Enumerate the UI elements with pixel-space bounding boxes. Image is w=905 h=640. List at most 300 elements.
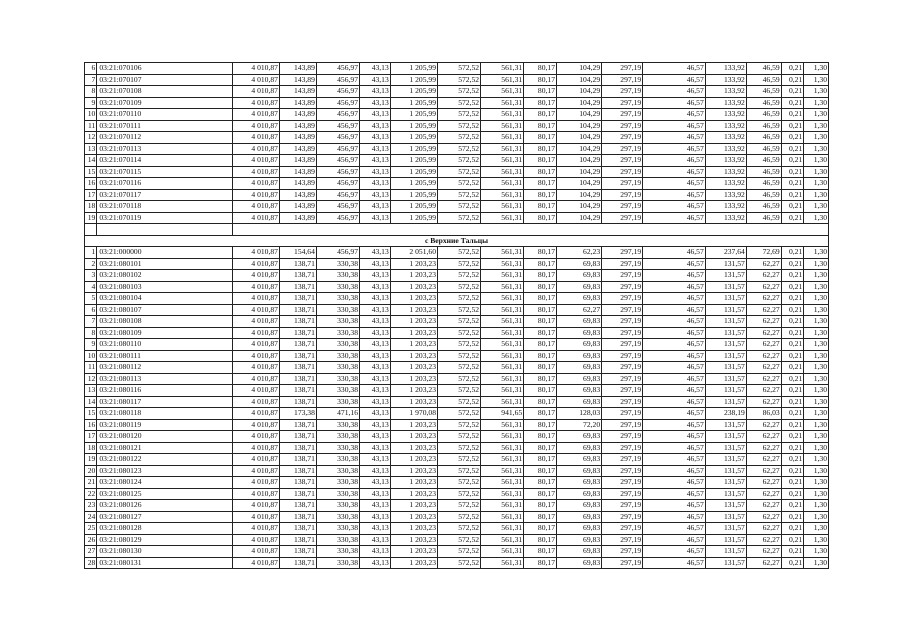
value-cell: 572,52 bbox=[437, 373, 480, 385]
value-cell: 43,13 bbox=[360, 442, 391, 454]
table-row bbox=[85, 454, 829, 466]
value-cell: 297,19 bbox=[602, 362, 643, 374]
value-cell: 43,13 bbox=[360, 258, 391, 270]
value-cell: 1,30 bbox=[804, 178, 829, 190]
value-cell: 572,52 bbox=[437, 477, 480, 489]
value-cell: 128,03 bbox=[557, 408, 602, 420]
value-cell: 297,19 bbox=[602, 488, 643, 500]
value-cell: 143,89 bbox=[279, 97, 316, 109]
value-cell: 43,13 bbox=[360, 419, 391, 431]
value-cell: 80,17 bbox=[524, 488, 557, 500]
value-cell: 69,83 bbox=[557, 557, 602, 569]
value-cell: 1,30 bbox=[804, 557, 829, 569]
value-cell: 4 010,87 bbox=[232, 362, 279, 374]
cadastral-code: 03:21:080102 bbox=[97, 270, 232, 282]
value-cell: 46,57 bbox=[643, 419, 706, 431]
value-cell: 1,30 bbox=[804, 408, 829, 420]
value-cell: 46,59 bbox=[746, 132, 781, 144]
value-cell: 4 010,87 bbox=[232, 477, 279, 489]
value-cell: 104,29 bbox=[557, 74, 602, 86]
value-cell: 1 205,99 bbox=[390, 189, 437, 201]
value-cell: 43,13 bbox=[360, 534, 391, 546]
value-cell: 1,30 bbox=[804, 477, 829, 489]
value-cell: 69,83 bbox=[557, 523, 602, 535]
value-cell: 1 205,99 bbox=[390, 178, 437, 190]
value-cell: 133,92 bbox=[705, 143, 746, 155]
value-cell: 572,52 bbox=[437, 178, 480, 190]
value-cell: 561,31 bbox=[481, 270, 524, 282]
value-cell: 46,59 bbox=[746, 166, 781, 178]
value-cell: 69,83 bbox=[557, 454, 602, 466]
value-cell: 133,92 bbox=[705, 201, 746, 213]
value-cell: 0,21 bbox=[781, 201, 804, 213]
value-cell: 46,57 bbox=[643, 477, 706, 489]
value-cell: 4 010,87 bbox=[232, 488, 279, 500]
value-cell: 297,19 bbox=[602, 557, 643, 569]
value-cell: 80,17 bbox=[524, 500, 557, 512]
value-cell: 46,57 bbox=[643, 500, 706, 512]
value-cell: 131,57 bbox=[705, 465, 746, 477]
value-cell: 1 203,23 bbox=[390, 454, 437, 466]
value-cell: 62,27 bbox=[746, 339, 781, 351]
value-cell: 46,57 bbox=[643, 523, 706, 535]
row-number: 21 bbox=[85, 477, 97, 489]
value-cell: 43,13 bbox=[360, 373, 391, 385]
value-cell: 0,21 bbox=[781, 178, 804, 190]
value-cell: 72,20 bbox=[557, 419, 602, 431]
value-cell: 43,13 bbox=[360, 201, 391, 213]
row-number: 5 bbox=[85, 293, 97, 305]
value-cell: 1,30 bbox=[804, 74, 829, 86]
table-row bbox=[85, 500, 829, 512]
value-cell: 0,21 bbox=[781, 189, 804, 201]
value-cell: 330,38 bbox=[316, 396, 359, 408]
value-cell: 1 203,23 bbox=[390, 431, 437, 443]
value-cell: 104,29 bbox=[557, 86, 602, 98]
value-cell: 572,52 bbox=[437, 408, 480, 420]
row-number: 8 bbox=[85, 86, 97, 98]
value-cell: 1,30 bbox=[804, 63, 829, 75]
value-cell: 143,89 bbox=[279, 86, 316, 98]
separator bbox=[85, 224, 829, 247]
table-row bbox=[85, 373, 829, 385]
value-cell: 572,52 bbox=[437, 212, 480, 224]
value-cell: 0,21 bbox=[781, 523, 804, 535]
table-row bbox=[85, 166, 829, 178]
value-cell: 297,19 bbox=[602, 511, 643, 523]
cadastral-code: 03:21:070106 bbox=[97, 63, 232, 75]
value-cell: 1,30 bbox=[804, 86, 829, 98]
value-cell: 104,29 bbox=[557, 212, 602, 224]
row-number: 22 bbox=[85, 488, 97, 500]
value-cell: 69,83 bbox=[557, 511, 602, 523]
value-cell: 80,17 bbox=[524, 534, 557, 546]
value-cell: 46,57 bbox=[643, 546, 706, 558]
table-row bbox=[85, 477, 829, 489]
value-cell: 297,19 bbox=[602, 465, 643, 477]
cadastral-code: 03:21:080121 bbox=[97, 442, 232, 454]
value-cell: 0,21 bbox=[781, 488, 804, 500]
row-number: 16 bbox=[85, 419, 97, 431]
value-cell: 1,30 bbox=[804, 534, 829, 546]
value-cell: 572,52 bbox=[437, 546, 480, 558]
value-cell: 69,83 bbox=[557, 500, 602, 512]
value-cell: 69,83 bbox=[557, 362, 602, 374]
row-number: 24 bbox=[85, 511, 97, 523]
value-cell: 4 010,87 bbox=[232, 143, 279, 155]
value-cell: 1 203,23 bbox=[390, 281, 437, 293]
row-number: 18 bbox=[85, 442, 97, 454]
value-cell: 572,52 bbox=[437, 189, 480, 201]
value-cell: 43,13 bbox=[360, 316, 391, 328]
table-row bbox=[85, 465, 829, 477]
value-cell: 0,21 bbox=[781, 465, 804, 477]
value-cell: 43,13 bbox=[360, 557, 391, 569]
value-cell: 43,13 bbox=[360, 465, 391, 477]
cadastral-code: 03:21:070112 bbox=[97, 132, 232, 144]
value-cell: 138,71 bbox=[279, 373, 316, 385]
value-cell: 572,52 bbox=[437, 270, 480, 282]
cadastral-code: 03:21:070114 bbox=[97, 155, 232, 167]
row-number: 4 bbox=[85, 281, 97, 293]
value-cell: 297,19 bbox=[602, 155, 643, 167]
value-cell: 561,31 bbox=[481, 178, 524, 190]
value-cell: 572,52 bbox=[437, 465, 480, 477]
value-cell: 561,31 bbox=[481, 74, 524, 86]
value-cell: 62,27 bbox=[746, 258, 781, 270]
value-cell: 0,21 bbox=[781, 419, 804, 431]
value-cell: 43,13 bbox=[360, 120, 391, 132]
value-cell: 1,30 bbox=[804, 293, 829, 305]
table-row bbox=[85, 293, 829, 305]
value-cell: 4 010,87 bbox=[232, 304, 279, 316]
value-cell: 143,89 bbox=[279, 178, 316, 190]
value-cell: 138,71 bbox=[279, 339, 316, 351]
value-cell: 330,38 bbox=[316, 350, 359, 362]
value-cell: 572,52 bbox=[437, 155, 480, 167]
cadastral-code: 03:21:080123 bbox=[97, 465, 232, 477]
value-cell: 104,29 bbox=[557, 109, 602, 121]
value-cell: 330,38 bbox=[316, 304, 359, 316]
value-cell: 0,21 bbox=[781, 350, 804, 362]
value-cell: 1 203,23 bbox=[390, 339, 437, 351]
value-cell: 572,52 bbox=[437, 143, 480, 155]
value-cell: 0,21 bbox=[781, 258, 804, 270]
section-1-rows bbox=[85, 63, 829, 224]
value-cell: 0,21 bbox=[781, 339, 804, 351]
value-cell: 46,57 bbox=[643, 166, 706, 178]
value-cell: 572,52 bbox=[437, 350, 480, 362]
value-cell: 0,21 bbox=[781, 316, 804, 328]
value-cell: 69,83 bbox=[557, 465, 602, 477]
value-cell: 0,21 bbox=[781, 281, 804, 293]
value-cell: 69,83 bbox=[557, 488, 602, 500]
value-cell: 456,97 bbox=[316, 97, 359, 109]
value-cell: 133,92 bbox=[705, 132, 746, 144]
value-cell: 1,30 bbox=[804, 304, 829, 316]
value-cell: 46,59 bbox=[746, 63, 781, 75]
table-row bbox=[85, 212, 829, 224]
value-cell: 131,57 bbox=[705, 350, 746, 362]
value-cell: 1 205,99 bbox=[390, 166, 437, 178]
value-cell: 572,52 bbox=[437, 293, 480, 305]
value-cell: 330,38 bbox=[316, 465, 359, 477]
value-cell: 456,97 bbox=[316, 74, 359, 86]
value-cell: 561,31 bbox=[481, 143, 524, 155]
value-cell: 62,27 bbox=[746, 557, 781, 569]
value-cell: 69,83 bbox=[557, 270, 602, 282]
value-cell: 1,30 bbox=[804, 132, 829, 144]
value-cell: 80,17 bbox=[524, 212, 557, 224]
value-cell: 138,71 bbox=[279, 304, 316, 316]
value-cell: 297,19 bbox=[602, 523, 643, 535]
row-number: 26 bbox=[85, 534, 97, 546]
value-cell: 4 010,87 bbox=[232, 247, 279, 259]
row-number: 9 bbox=[85, 339, 97, 351]
value-cell: 62,27 bbox=[746, 293, 781, 305]
value-cell: 138,71 bbox=[279, 546, 316, 558]
value-cell: 4 010,87 bbox=[232, 431, 279, 443]
table-row bbox=[85, 419, 829, 431]
table-row bbox=[85, 546, 829, 558]
value-cell: 572,52 bbox=[437, 339, 480, 351]
value-cell: 297,19 bbox=[602, 132, 643, 144]
value-cell: 62,27 bbox=[746, 442, 781, 454]
value-cell: 1,30 bbox=[804, 500, 829, 512]
value-cell: 1,30 bbox=[804, 373, 829, 385]
value-cell: 131,57 bbox=[705, 477, 746, 489]
value-cell: 62,27 bbox=[746, 385, 781, 397]
value-cell: 104,29 bbox=[557, 143, 602, 155]
value-cell: 561,31 bbox=[481, 511, 524, 523]
value-cell: 133,92 bbox=[705, 86, 746, 98]
value-cell: 4 010,87 bbox=[232, 511, 279, 523]
table-row bbox=[85, 304, 829, 316]
value-cell: 138,71 bbox=[279, 511, 316, 523]
value-cell: 572,52 bbox=[437, 166, 480, 178]
cadastral-code: 03:21:080129 bbox=[97, 534, 232, 546]
value-cell: 1,30 bbox=[804, 109, 829, 121]
value-cell: 80,17 bbox=[524, 465, 557, 477]
table-row bbox=[85, 178, 829, 190]
value-cell: 138,71 bbox=[279, 465, 316, 477]
value-cell: 0,21 bbox=[781, 557, 804, 569]
value-cell: 1 205,99 bbox=[390, 97, 437, 109]
value-cell: 330,38 bbox=[316, 339, 359, 351]
value-cell: 80,17 bbox=[524, 189, 557, 201]
value-cell: 297,19 bbox=[602, 178, 643, 190]
value-cell: 62,23 bbox=[557, 247, 602, 259]
table-row bbox=[85, 74, 829, 86]
row-number: 1 bbox=[85, 247, 97, 259]
row-number: 17 bbox=[85, 431, 97, 443]
value-cell: 330,38 bbox=[316, 258, 359, 270]
value-cell: 80,17 bbox=[524, 557, 557, 569]
cadastral-code: 03:21:070119 bbox=[97, 212, 232, 224]
value-cell: 46,57 bbox=[643, 74, 706, 86]
value-cell: 297,19 bbox=[602, 534, 643, 546]
value-cell: 1 203,23 bbox=[390, 316, 437, 328]
table-row bbox=[85, 339, 829, 351]
value-cell: 0,21 bbox=[781, 454, 804, 466]
value-cell: 43,13 bbox=[360, 281, 391, 293]
value-cell: 104,29 bbox=[557, 189, 602, 201]
blank-row bbox=[85, 224, 829, 236]
value-cell: 572,52 bbox=[437, 97, 480, 109]
value-cell: 1,30 bbox=[804, 396, 829, 408]
value-cell: 1 203,23 bbox=[390, 534, 437, 546]
cadastral-code: 03:21:070113 bbox=[97, 143, 232, 155]
value-cell: 297,19 bbox=[602, 431, 643, 443]
value-cell: 4 010,87 bbox=[232, 442, 279, 454]
value-cell: 330,38 bbox=[316, 327, 359, 339]
value-cell: 1,30 bbox=[804, 258, 829, 270]
value-cell: 4 010,87 bbox=[232, 155, 279, 167]
value-cell: 1,30 bbox=[804, 212, 829, 224]
value-cell: 297,19 bbox=[602, 477, 643, 489]
value-cell: 572,52 bbox=[437, 534, 480, 546]
value-cell: 1 203,23 bbox=[390, 465, 437, 477]
value-cell: 143,89 bbox=[279, 166, 316, 178]
value-cell: 572,52 bbox=[437, 258, 480, 270]
value-cell: 46,59 bbox=[746, 97, 781, 109]
value-cell: 131,57 bbox=[705, 339, 746, 351]
value-cell: 561,31 bbox=[481, 63, 524, 75]
value-cell: 43,13 bbox=[360, 477, 391, 489]
value-cell: 4 010,87 bbox=[232, 109, 279, 121]
value-cell: 1 203,23 bbox=[390, 442, 437, 454]
value-cell: 0,21 bbox=[781, 293, 804, 305]
value-cell: 572,52 bbox=[437, 488, 480, 500]
value-cell: 4 010,87 bbox=[232, 454, 279, 466]
row-number: 10 bbox=[85, 350, 97, 362]
table-row bbox=[85, 132, 829, 144]
value-cell: 46,57 bbox=[643, 339, 706, 351]
value-cell: 138,71 bbox=[279, 454, 316, 466]
value-cell: 561,31 bbox=[481, 339, 524, 351]
value-cell: 138,71 bbox=[279, 488, 316, 500]
value-cell: 1,30 bbox=[804, 362, 829, 374]
value-cell: 561,31 bbox=[481, 212, 524, 224]
value-cell: 238,19 bbox=[705, 408, 746, 420]
value-cell: 297,19 bbox=[602, 339, 643, 351]
value-cell: 1,30 bbox=[804, 281, 829, 293]
value-cell: 572,52 bbox=[437, 281, 480, 293]
value-cell: 69,83 bbox=[557, 281, 602, 293]
value-cell: 0,21 bbox=[781, 120, 804, 132]
value-cell: 572,52 bbox=[437, 385, 480, 397]
section-2-rows bbox=[85, 247, 829, 569]
value-cell: 133,92 bbox=[705, 120, 746, 132]
value-cell: 1 203,23 bbox=[390, 350, 437, 362]
value-cell: 561,31 bbox=[481, 523, 524, 535]
value-cell: 46,57 bbox=[643, 385, 706, 397]
value-cell: 1,30 bbox=[804, 523, 829, 535]
value-cell: 80,17 bbox=[524, 408, 557, 420]
value-cell: 43,13 bbox=[360, 132, 391, 144]
value-cell: 69,83 bbox=[557, 477, 602, 489]
table-row bbox=[85, 488, 829, 500]
value-cell: 4 010,87 bbox=[232, 97, 279, 109]
value-cell: 80,17 bbox=[524, 339, 557, 351]
value-cell: 138,71 bbox=[279, 431, 316, 443]
value-cell: 43,13 bbox=[360, 408, 391, 420]
value-cell: 330,38 bbox=[316, 557, 359, 569]
value-cell: 46,57 bbox=[643, 281, 706, 293]
table-row bbox=[85, 109, 829, 121]
value-cell: 4 010,87 bbox=[232, 166, 279, 178]
value-cell: 561,31 bbox=[481, 316, 524, 328]
value-cell: 80,17 bbox=[524, 166, 557, 178]
value-cell: 561,31 bbox=[481, 247, 524, 259]
value-cell: 1 205,99 bbox=[390, 155, 437, 167]
value-cell: 43,13 bbox=[360, 396, 391, 408]
value-cell: 297,19 bbox=[602, 281, 643, 293]
cadastral-code: 03:21:080104 bbox=[97, 293, 232, 305]
table-row bbox=[85, 247, 829, 259]
value-cell: 1,30 bbox=[804, 166, 829, 178]
table-row bbox=[85, 523, 829, 535]
value-cell: 43,13 bbox=[360, 385, 391, 397]
value-cell: 62,27 bbox=[746, 523, 781, 535]
value-cell: 572,52 bbox=[437, 396, 480, 408]
value-cell: 0,21 bbox=[781, 212, 804, 224]
value-cell: 1 205,99 bbox=[390, 201, 437, 213]
value-cell: 131,57 bbox=[705, 511, 746, 523]
value-cell: 561,31 bbox=[481, 166, 524, 178]
row-number: 15 bbox=[85, 166, 97, 178]
value-cell: 80,17 bbox=[524, 86, 557, 98]
value-cell: 1,30 bbox=[804, 511, 829, 523]
value-cell: 561,31 bbox=[481, 385, 524, 397]
value-cell: 104,29 bbox=[557, 166, 602, 178]
value-cell: 330,38 bbox=[316, 534, 359, 546]
value-cell: 0,21 bbox=[781, 270, 804, 282]
value-cell: 62,27 bbox=[746, 270, 781, 282]
value-cell: 0,21 bbox=[781, 109, 804, 121]
cadastral-code: 03:21:070108 bbox=[97, 86, 232, 98]
value-cell: 46,57 bbox=[643, 465, 706, 477]
value-cell: 46,57 bbox=[643, 293, 706, 305]
cadastral-code: 03:21:080118 bbox=[97, 408, 232, 420]
value-cell: 46,59 bbox=[746, 189, 781, 201]
value-cell: 46,57 bbox=[643, 350, 706, 362]
value-cell: 456,97 bbox=[316, 212, 359, 224]
value-cell: 4 010,87 bbox=[232, 281, 279, 293]
value-cell: 4 010,87 bbox=[232, 258, 279, 270]
value-cell: 43,13 bbox=[360, 488, 391, 500]
value-cell: 62,27 bbox=[746, 477, 781, 489]
value-cell: 330,38 bbox=[316, 546, 359, 558]
value-cell: 143,89 bbox=[279, 109, 316, 121]
table-row bbox=[85, 155, 829, 167]
row-number: 23 bbox=[85, 500, 97, 512]
value-cell: 104,29 bbox=[557, 97, 602, 109]
value-cell: 561,31 bbox=[481, 189, 524, 201]
cadastral-code: 03:21:080124 bbox=[97, 477, 232, 489]
value-cell: 1,30 bbox=[804, 442, 829, 454]
value-cell: 154,64 bbox=[279, 247, 316, 259]
row-number: 15 bbox=[85, 408, 97, 420]
value-cell: 43,13 bbox=[360, 431, 391, 443]
value-cell: 4 010,87 bbox=[232, 557, 279, 569]
value-cell: 4 010,87 bbox=[232, 189, 279, 201]
value-cell: 133,92 bbox=[705, 178, 746, 190]
value-cell: 43,13 bbox=[360, 86, 391, 98]
value-cell: 133,92 bbox=[705, 155, 746, 167]
value-cell: 143,89 bbox=[279, 212, 316, 224]
row-number: 19 bbox=[85, 454, 97, 466]
